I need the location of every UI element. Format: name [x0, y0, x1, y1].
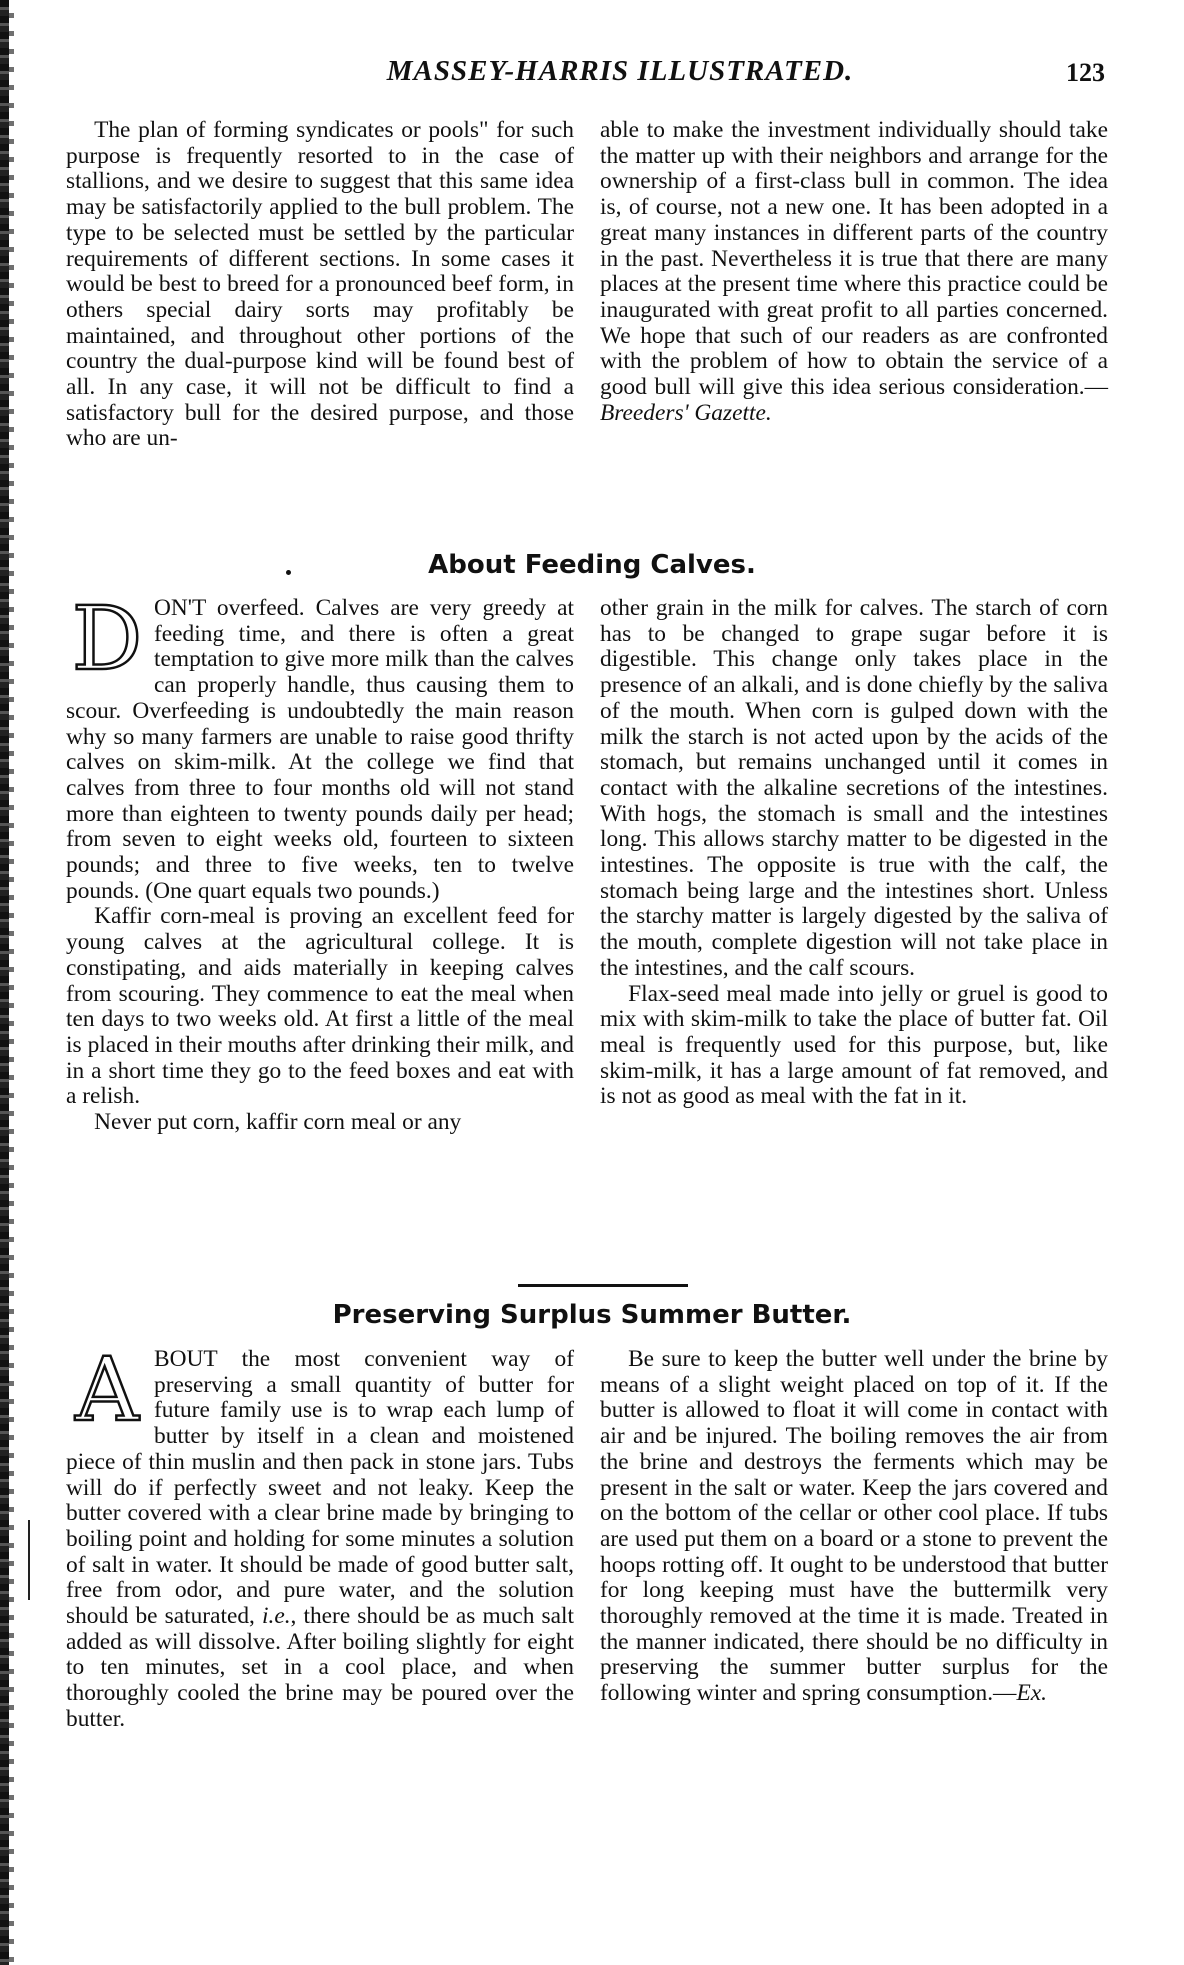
butter-heading: Preserving Surplus Summer Butter. [332, 1300, 852, 1330]
bull-col2-text: able to make the investment individually should take the matter up with their neighbors and arrange for the ownership of a first-class bull in common. The idea is, of course, not a new one. It has been adopted in a great many instances in different parts of the country in the past. Nevertheless it is true that there are many places at the present time where this practice could be inaugurated with great profit to all parties concerned. We hope that such of our readers as are confronted with the problem of how to obtain the service of a good bull will give this idea serious consideration.— [600, 117, 1108, 401]
calves-article-col2 [600, 596, 1108, 1110]
calves-p1 [66, 587, 574, 904]
calves-col2-p2: Flax-seed meal made into jelly or gruel is good to mix with skim-milk to take the place of butter fat. Oil meal is frequently used for this purpose, but, like skim-milk, it has a large amount of fat removed, and is not as good as meal with the fat in it. [600, 980, 1108, 1110]
calves-col2-p1: other grain in the milk for calves. The starch of corn has to be changed to grape sugar before it is digestible. This change only takes place in the presence of an alkali, and is done chiefly by the saliva of the mouth. When corn is gulped down with the milk the starch is not acted upon by the acids of the stomach, but remains unchanged until it comes in contact with the alkaline secretions of the intestines. With hogs, the stomach is small and the intestines long. This allows starchy matter to be digested in the intestines. The opposite is true with the calf, the stomach being large and the intestines short. Unless the starchy matter is largely digested by the saliva of the mouth, complete digestion will not take place in the intestines, and the calf scours. [600, 595, 1108, 981]
scan-left-edge-shadow [9, 0, 14, 1965]
butter-article-col2 [600, 1347, 1108, 1707]
butter-dropcap: A [75, 1338, 139, 1441]
butter-p1-text: BOUT the most convenient way of preserving a small quantity of butter for future family use is to wrap each lump of butter by itself in a clean and moistened piece of thin muslin and then pack in stone jars. Tubs will do if perfectly sweet and not leaky. Keep the butter covered with a clear brine made by bringing to boiling point and holding for some minutes a solution of salt in water. It should be made of good butter salt, free from odor, and pure water, and the solution should be saturated, [66, 1346, 574, 1630]
bull-article-col1 [66, 118, 574, 452]
page-number: 123 [1066, 58, 1105, 87]
section-divider [518, 1284, 688, 1287]
butter-article-col1 [66, 1338, 574, 1733]
calves-heading: About Feeding Calves. [428, 550, 756, 580]
scan-stray-mark [28, 1520, 30, 1600]
calves-article-col1 [66, 587, 574, 1136]
butter-col2-text: Be sure to keep the butter well under the brine by means of a slight weight placed on top of it. If the butter is allowed to float it will come in contact with air and be injured. The boiling removes the air from the brine and destroys the ferments which may be present in the salt or water. Keep the jars covered and on the bottom of the cellar or other cool place. If tubs are used put them on a board or a stone to prevent the hoops rotting off. It ought to be understood that butter for long keeping must have the buttermilk very thoroughly removed at the time it is made. Treated in the manner indicated, there should be no difficulty in preserving the summer butter surplus for the following winter and spring consumption.— [600, 1346, 1108, 1707]
bull-article-col2 [600, 118, 1108, 426]
butter-source: Ex. [1016, 1680, 1047, 1707]
butter-col2-paragraph [600, 1347, 1108, 1707]
butter-p1-tail: , there should be as much salt added as will dissolve. After boiling slightly for eight to ten minutes, set in a cool place, and when thoroughly cooled the brine may be poured over the butter. [66, 1603, 574, 1732]
scan-left-edge [0, 0, 9, 1965]
calves-p2: Kaffir corn-meal is proving an excellent feed for young calves at the agricultural college. It is constipating, and aids materially in keeping calves from scouring. They commence to eat the meal when ten days to two weeks old. At first a little of the meal is placed in their mouths after drinking their milk, and in a short time they go to the feed boxes and eat with a relish. [66, 903, 574, 1110]
bull-col1-text: The plan of forming syndicates or pools" for such purpose is frequently resorted to in the case of stallions, and we desire to suggest that this same idea may be satisfactorily applied to the bull problem. The type to be selected must be settled by the particular requirements of different sections. In some cases it would be best to breed for a pronounced beef form, in others special dairy sorts may profitably be maintained, and throughout other portions of the country the dual-purpose kind will be found best of all. In any case, it will not be difficult to find a satisfactory bull for the desired purpose, and those who are un- [66, 117, 574, 452]
butter-p1 [66, 1338, 574, 1733]
calves-p1-text: ON'T overfeed. Calves are very greedy at feeding time, and there is often a great temptation to give more milk than the calves can properly handle, thus causing them to scour. Overfeeding is undoubtedly the main reason why so many farmers are unable to raise good thrifty calves on skim-milk. At the college we find that calves from three to four months old will not stand more than eighteen to twenty pounds daily per head; from seven to eight weeks old, fourteen to sixteen pounds; and three to five weeks, ten to twelve pounds. (One quart equals two pounds.) [66, 595, 574, 904]
butter-ie: i.e. [261, 1603, 291, 1630]
running-title: MASSEY-HARRIS ILLUSTRATED. [386, 55, 854, 87]
calves-dropcap: D [71, 587, 143, 690]
bull-col2-paragraph [600, 118, 1108, 426]
calves-p3: Never put corn, kaffir corn meal or any [94, 1109, 462, 1136]
bull-source: Breeders' Gazette. [600, 399, 772, 426]
